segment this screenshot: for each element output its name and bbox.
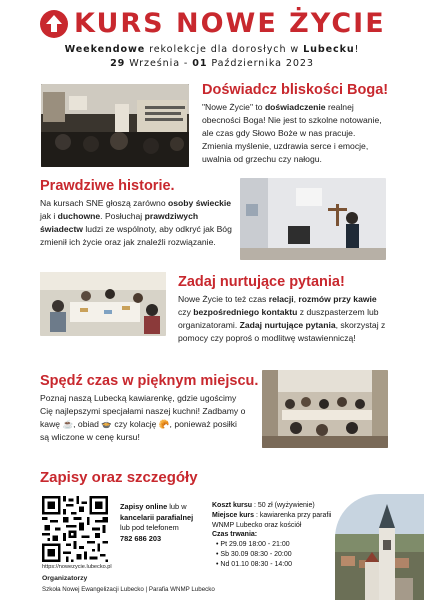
day-item: • Nd 01.10 08:30 - 14:00 (216, 560, 293, 568)
section3-heading: Zadaj nurtujące pytania! (178, 274, 345, 290)
cafe-photo (262, 370, 388, 448)
section3-text: Nowe Życie to też czas relacji, rozmów przy kawie czy bezpośredniego kontaktu z duszpasterzem lub organizatorami. Zadaj nurtujące pytania, skorzystaj z pomocy czy poproś o modlitwę wstawienniczą! (178, 294, 386, 343)
phone-number: 782 686 203 (120, 533, 162, 543)
section4-text: Poznaj naszą Lubecką kawiarenkę, gdzie ugościmy Cię najlepszymi specjałami naszej kuchni! Zadbamy o kawę ☕, obiad 🍲 czy kolację 🥐, ponieważ posiłki są wliczone w cenę kursu! (40, 393, 246, 442)
header (0, 6, 424, 40)
section1-text: "Nowe Życie" to doświadczenie realnej obecności Boga! Nie jest to szkolne notowanie, ale czas gdy Słowo Boże w nas pracuje. Zmienia myślenie, uzdrawia serce i emocje, uwalnia od grzechu czy nałogu. (202, 102, 382, 164)
organizers-label: Organizatorzy (42, 575, 88, 582)
signup-info: Zapisy online lub w kancelarii parafialnej lub pod telefonem 782 686 203 (120, 502, 194, 543)
section2-heading: Prawdziwe historie. (40, 178, 175, 194)
subtitle: Weekendowe rekolekcje dla dorosłych w Lubecku! (64, 44, 360, 55)
event-dates: 29 Września - 01 Października 2023 (110, 58, 314, 69)
day-item: • Sb 30.09 08:30 - 20:00 (216, 550, 292, 558)
qr-code[interactable] (42, 496, 108, 562)
arrow-up-logo-icon (40, 10, 68, 38)
section2-text: Na kursach SNE głoszą zarówno osoby świeckie jak i duchowne. Posłuchaj prawdziwych świadectw ludzi ze wspólnoty, aby odkryć jak Bóg zmienił ich życie oraz jak znaleźli rozwiązanie. (40, 198, 232, 247)
signup-url[interactable]: https://nowezycie.lubecko.pl (42, 564, 112, 570)
church-photo (335, 494, 424, 600)
section1-heading: Doświadcz bliskości Boga! (202, 82, 389, 98)
day-item: • Pt 29.09 18:00 - 21:00 (216, 541, 290, 549)
testimony-photo (240, 178, 386, 260)
course-details: Koszt kursu : 50 zł (wyżywienie) Miejsce kurs : kawiarenka przy parafii WNMP Lubecko oraz kościół Czas trwania: • Pt 29.09 18:00 - 21:00 • Sb 30.09 08:30 - 20:00 • Nd 01.10 08:30 - 14:00 (212, 502, 332, 568)
page-title: KURS NOWE ŻYCIE (74, 8, 386, 39)
signup-heading: Zapisy oraz szczegóły (40, 469, 198, 486)
section4-heading: Spędź czas w pięknym miejscu. (40, 373, 259, 389)
lecture-photo (41, 84, 189, 167)
organizers-text: Szkoła Nowej Ewangelizacji Lubecko | Parafia WNMP Lubecko (42, 586, 215, 593)
discussion-photo (40, 272, 166, 336)
